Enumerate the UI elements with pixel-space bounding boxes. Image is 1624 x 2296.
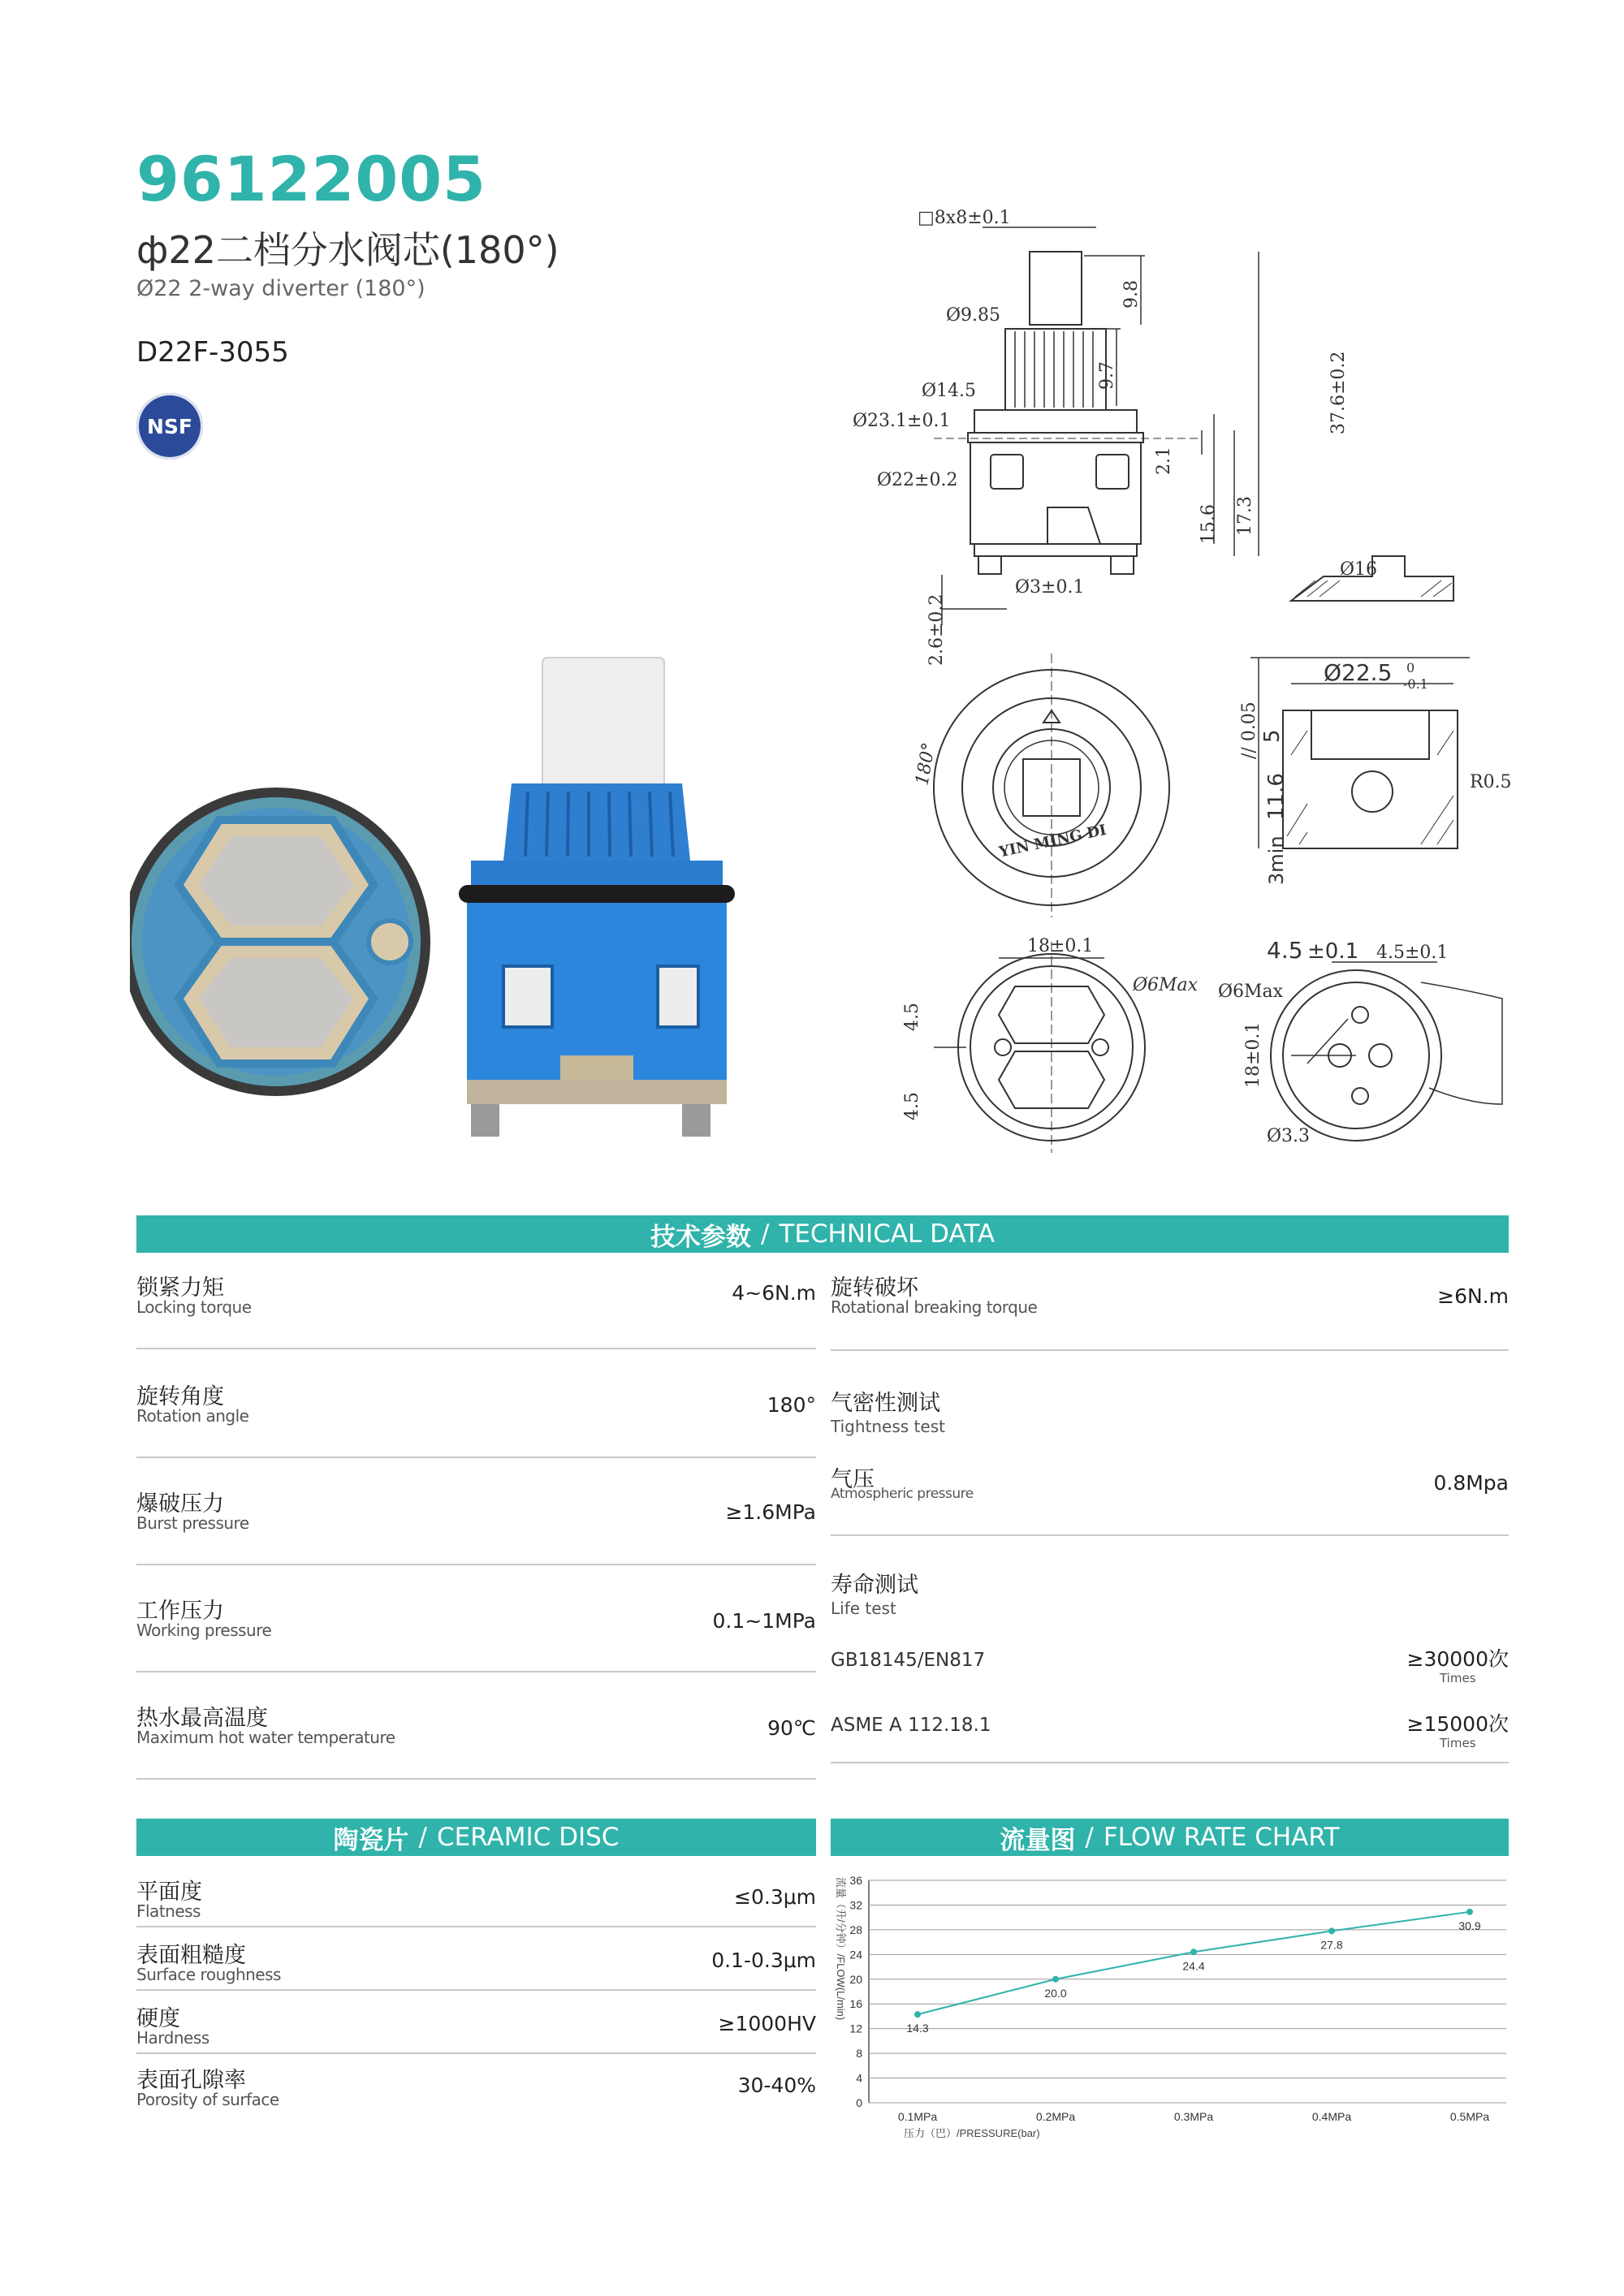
technical-drawing: [853, 187, 1551, 1169]
dim-d3: Ø3±0.1: [1015, 577, 1085, 598]
tightness-cn: 气密性测试: [831, 1391, 940, 1416]
row-label-cn: 平面度: [136, 1880, 202, 1905]
tech-row-rotational-breaking: [831, 1268, 1509, 1351]
y-tick-label: 20: [849, 1972, 862, 1986]
socket-labels: [1239, 559, 1512, 885]
dim-4-5-b: 4.5±0.1: [1376, 943, 1449, 963]
y-tick-label: 4: [856, 2071, 862, 2085]
data-point: [1190, 1949, 1197, 1955]
ceramic-row-porosity: [136, 2062, 816, 2119]
y-tick-label: 12: [849, 2022, 862, 2035]
life-val-asme: [1407, 1708, 1509, 1750]
top-view: [934, 654, 1169, 917]
life-std-asme: ASME A 112.18.1: [831, 1715, 991, 1736]
dim-d22: Ø22±0.2: [877, 470, 958, 490]
tech-row-working-pressure: [136, 1591, 816, 1672]
dim-4-5-top: 4.5: [902, 1003, 922, 1031]
data-point: [1466, 1909, 1473, 1915]
bottom-left-labels: [902, 936, 1199, 1120]
row-value: 0.1~1MPa: [712, 1609, 816, 1633]
tech-row-atmospheric-pressure: [831, 1461, 1509, 1536]
cartridge-view: [459, 658, 735, 1137]
row-label-cn: 表面粗糙度: [136, 1943, 246, 1968]
row-value: 180°: [767, 1393, 816, 1417]
flow-rate-chart: [824, 1864, 1514, 2156]
data-point: [1328, 1927, 1335, 1934]
life-test-heading: [831, 1567, 918, 1618]
ceramic-disc-header: [136, 1819, 816, 1856]
row-label-en: Locking torque: [136, 1297, 252, 1317]
dim-d3-3: Ø3.3: [1267, 1126, 1311, 1146]
tech-data-header: [136, 1215, 1509, 1253]
dim-6max-right: Ø6Max: [1218, 982, 1284, 1002]
dim-4-5-a: 4.5: [1267, 937, 1303, 964]
tech-data-title-en: TECHNICAL DATA: [779, 1219, 996, 1249]
row-label-cn: 热水最高温度: [136, 1706, 268, 1731]
flow-chart-header: [831, 1819, 1509, 1856]
dim-9-8: 9.8: [1121, 280, 1142, 309]
ceramic-row-flatness: [136, 1874, 816, 1927]
y-tick-label: 0: [856, 2096, 862, 2109]
y-tick-label: 24: [849, 1948, 862, 1962]
dim-2-1: 2.1: [1154, 447, 1174, 475]
data-point: [914, 2011, 921, 2018]
row-label-cn: 爆破压力: [136, 1491, 224, 1517]
life-test-block: [831, 1640, 1509, 1763]
dim-6max-left: Ø6Max: [1133, 975, 1199, 995]
x-tick-label: 0.5MPa: [1449, 2110, 1490, 2123]
life-val-gb-unit: Times: [1439, 1671, 1476, 1685]
row-value: 0.8Mpa: [1433, 1471, 1509, 1495]
tol-minus: -0.1: [1403, 676, 1428, 692]
life-val-asme-num: ≥15000次: [1406, 1712, 1509, 1736]
row-label-cn: 硬度: [136, 2006, 180, 2031]
dim-2-6: 2.6±0.2: [926, 593, 947, 666]
brand-mark: YIN MING DI: [997, 821, 1108, 861]
row-label-cn: 锁紧力矩: [136, 1275, 224, 1301]
x-tick-label: 0.2MPa: [1035, 2110, 1076, 2123]
row-value: ≥1000HV: [718, 2012, 816, 2035]
dim-d16: Ø16: [1340, 559, 1378, 580]
row-label-cn: 表面孔隙率: [136, 2068, 246, 2093]
chart-x-label: 压力（巴）/PRESSURE(bar): [904, 2127, 1040, 2139]
life-val-asme-unit: Times: [1439, 1736, 1476, 1750]
row-label-en: Porosity of surface: [136, 2090, 279, 2109]
dim-18-left: 18±0.1: [1027, 936, 1094, 956]
ceramic-row-hardness: [136, 2000, 816, 2054]
y-tick-label: 16: [849, 1997, 862, 2011]
row-label-cn: 工作压力: [136, 1599, 224, 1624]
row-value: ≤0.3μm: [734, 1885, 816, 1909]
data-label: 20.0: [1044, 1986, 1067, 2000]
tightness-en: Tightness test: [831, 1417, 945, 1436]
flow-sep: /: [1085, 1823, 1094, 1852]
dim-d22-5: Ø22.5: [1324, 659, 1393, 686]
ceramic-sep: /: [418, 1823, 427, 1852]
row-value: ≥1.6MPa: [725, 1500, 816, 1524]
row-label-en: Rotation angle: [136, 1406, 249, 1426]
row-value: 0.1-0.3μm: [711, 1949, 816, 1972]
y-tick-label: 28: [849, 1923, 862, 1936]
dim-9-7: 9.7: [1097, 361, 1117, 390]
row-label-en: Flatness: [136, 1901, 201, 1921]
data-point: [1052, 1976, 1059, 1983]
tech-data-title-cn: 技术参数: [650, 1222, 751, 1252]
product-title-cn: ф22二档分水阀芯(180°): [136, 228, 559, 272]
bottom-right-labels: [1218, 937, 1448, 1146]
life-en: Life test: [831, 1599, 896, 1618]
bottom-right-view: [1271, 962, 1502, 1141]
life-val-gb-num: ≥30000次: [1406, 1647, 1509, 1671]
y-tick-label: 8: [856, 2047, 862, 2061]
ceramic-row-roughness: [136, 1937, 816, 1991]
side-view-labels: [853, 208, 1349, 666]
row-value: ≥6N.m: [1437, 1284, 1509, 1308]
dim-d23-1: Ø23.1±0.1: [853, 411, 951, 431]
model-number: 96122005: [136, 143, 487, 215]
product-code: D22F-3055: [136, 336, 289, 369]
row-value: 30-40%: [737, 2074, 816, 2097]
life-std-gb: GB18145/EN817: [831, 1650, 986, 1671]
ceramic-title-cn: 陶瓷片: [333, 1825, 409, 1855]
tech-data-sep: /: [760, 1219, 770, 1249]
row-label-en: Burst pressure: [136, 1513, 249, 1533]
tightness-test-heading: [831, 1385, 945, 1436]
flow-title-en: FLOW RATE CHART: [1103, 1823, 1340, 1852]
rotation-label: 180°: [912, 740, 940, 788]
product-photo: [130, 641, 747, 1161]
dim-square: □8x8±0.1: [918, 208, 1011, 228]
data-label: 27.8: [1320, 1938, 1343, 1952]
life-cn: 寿命测试: [831, 1573, 918, 1598]
row-label-en: Rotational breaking torque: [831, 1297, 1038, 1317]
tol-0: 0: [1406, 660, 1415, 675]
disc-view: [130, 788, 430, 1096]
data-label: 30.9: [1458, 1918, 1481, 1932]
life-val-gb: [1407, 1643, 1509, 1685]
side-view: [934, 227, 1259, 625]
chart-series: [906, 1909, 1480, 2035]
row-value: 4~6N.m: [732, 1281, 816, 1305]
row-label-en: Working pressure: [136, 1621, 272, 1640]
dim-tol-a: ±0.1: [1307, 939, 1359, 964]
dim-15-6: 15.6: [1199, 504, 1219, 544]
dim-17-3: 17.3: [1235, 496, 1255, 536]
row-label-en: Surface roughness: [136, 1965, 281, 1984]
ceramic-title-en: CERAMIC DISC: [437, 1823, 620, 1852]
chart-x-ticks: [898, 2110, 1489, 2123]
y-tick-label: 36: [849, 1874, 862, 1887]
dim-d9-85: Ø9.85: [946, 305, 1001, 326]
x-tick-label: 0.1MPa: [897, 2110, 938, 2123]
x-tick-label: 0.3MPa: [1173, 2110, 1214, 2123]
nsf-logo: NSF: [136, 393, 203, 460]
x-tick-label: 0.4MPa: [1311, 2110, 1352, 2123]
dim-11-6: 11.6: [1264, 773, 1289, 820]
row-label-cn: 旋转角度: [136, 1384, 224, 1409]
chart-y-ticks: [849, 1874, 862, 2109]
row-label-cn: 旋转破坏: [831, 1275, 918, 1301]
tech-row-max-hot-water-temp: [136, 1698, 816, 1780]
chart-y-label: 流量（升/分钟）/FLOW(L/min): [835, 1877, 847, 2021]
row-label-en: Atmospheric pressure: [831, 1486, 974, 1502]
dim-d14-5: Ø14.5: [922, 381, 977, 401]
bottom-left-view: [934, 942, 1145, 1153]
chart-grid: [869, 1880, 1506, 2103]
dim-parallel: // 0.05: [1239, 701, 1259, 759]
dim-37-6: 37.6±0.2: [1328, 351, 1349, 434]
row-value: 90℃: [767, 1716, 816, 1740]
row-label-cn: 气压: [831, 1467, 875, 1492]
y-tick-label: 32: [849, 1898, 862, 1912]
flow-title-cn: 流量图: [1000, 1825, 1076, 1855]
tech-row-rotation-angle: [136, 1377, 816, 1458]
dim-3min: 3min: [1265, 835, 1288, 885]
row-label-en: Hardness: [136, 2028, 209, 2048]
dim-4-5-bot: 4.5: [902, 1092, 922, 1120]
dim-5: 5: [1260, 729, 1285, 743]
row-label-en: Maximum hot water temperature: [136, 1728, 395, 1747]
tech-row-burst-pressure: [136, 1484, 816, 1565]
tech-row-locking-torque: [136, 1268, 816, 1349]
data-label: 24.4: [1182, 1959, 1205, 1973]
data-label: 14.3: [906, 2022, 929, 2035]
dim-18-right: 18±0.1: [1243, 1021, 1263, 1088]
product-title-en: Ø22 2-way diverter (180°): [136, 276, 425, 301]
dim-r0-5: R0.5: [1470, 772, 1512, 792]
